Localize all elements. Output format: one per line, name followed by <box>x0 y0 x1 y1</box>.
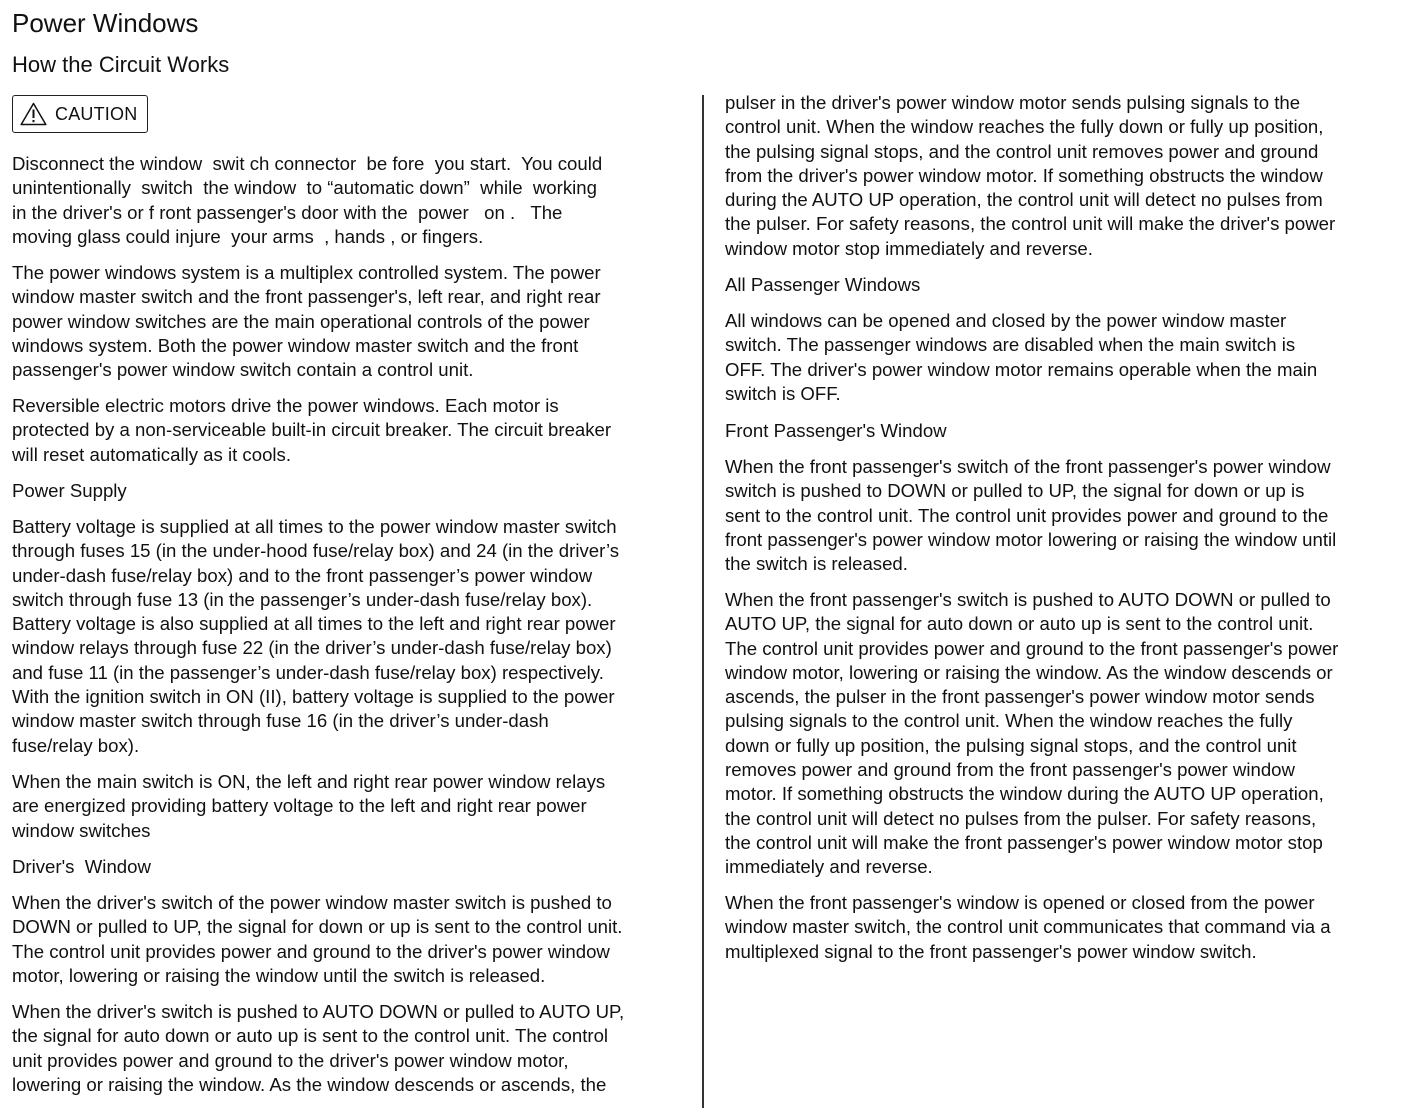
heading-power-supply: Power Supply <box>12 480 127 501</box>
paragraph-reversible-motors: Reversible electric motors drive the power windows. Each motor is protected by a non-serviceable built-in circuit breaker. The circuit breaker will reset automatically as it cools. <box>12 395 612 465</box>
paragraph-multiplex-system: The power windows system is a multiplex controlled system. The power window master switch and the front passenger's, left rear, and right rear power window switches are the main operational controls of the power windows system. Both the power window master switch and the front passenger's power window switch contain a control unit. <box>12 262 601 381</box>
caution-box <box>12 95 148 133</box>
page-subtitle: How the Circuit Works <box>12 52 230 77</box>
paragraph-drivers-switch: When the driver's switch of the power window master switch is pushed to DOWN or pulled to UP, the signal for down or up is sent to the control unit. The control unit provides power and ground to the driver's power window motor, lowering or raising the window until the switch is released. <box>12 892 623 986</box>
paragraph-all-passenger-windows: All windows can be opened and closed by the power window master switch. The passenger windows are disabled when the main switch is OFF. The driver's power window motor remains operable when the main switch is OFF. <box>725 310 1318 404</box>
paragraph-front-passenger-auto: When the front passenger's switch is pushed to AUTO DOWN or pulled to AUTO UP, the signal for auto down or auto up is sent to the control unit. The control unit provides power and ground to the front passenger's power window motor, lowering or raising the window. As the window descends or ascends, the pulser in the front passenger's power window motor sends pulsing signals to the control unit. When the window reaches the fully down or fully up position, the pulsing signal stops, and the control unit removes power and ground from the front passenger's power window motor. If something obstructs the window during the AUTO UP operation, the control unit will detect no pulses from the pulser. For safety reasons, the control unit will make the front passenger's power window motor stop immediately and reverse. <box>725 589 1339 878</box>
paragraph-drivers-auto: When the driver's switch is pushed to AUTO DOWN or pulled to AUTO UP, the signal for auto down or auto up is sent to the control unit. The control unit provides power and ground to the driver's power window motor, lowering or raising the window. As the window descends or ascends, the <box>12 1001 625 1095</box>
heading-all-passenger-windows: All Passenger Windows <box>725 274 921 295</box>
paragraph-power-supply: Battery voltage is supplied at all times to the power window master switch through fuses 15 (in the under-hood fuse/relay box) and 24 (in the driver’s under-dash fuse/relay box) and to the front passenger’s power window switch through fuse 13 (in the passenger’s under-dash fuse/relay box). Battery voltage is also supplied at all times to the left and right rear power window relays through fuse 22 (in the driver’s under-dash fuse/relay box) and fuse 11 (in the passenger’s under-dash fuse/relay box) respectively. With the ignition switch in ON (II), battery voltage is supplied to the power window master switch through fuse 16 (in the driver’s under-dash fuse/relay box). <box>12 516 620 756</box>
page-title: Power Windows <box>12 8 199 38</box>
paragraph-front-passenger-master: When the front passenger's window is opened or closed from the power window master switch, the control unit communicates that command via a multiplexed signal to the front passenger's power window switch. <box>725 892 1331 962</box>
caution-label: CAUTION <box>55 104 138 124</box>
heading-front-passenger-window: Front Passenger's Window <box>725 420 947 441</box>
caution-text: Disconnect the window swit ch connector be fore you start. You could unintentionally switch the window to “automatic down” while working in the driver's or f ront passenger's door with the power on . The moving glass could injure your arms , hands , or fingers. <box>12 153 603 247</box>
paragraph-front-passenger-switch: When the front passenger's switch of the front passenger's power window switch is pushed to DOWN or pulled to UP, the signal for down or up is sent to the control unit. The control unit provides power and ground to the front passenger's power window motor lowering or raising the window until the switch is released. <box>725 456 1337 575</box>
heading-drivers-window: Driver's Window <box>12 856 151 877</box>
paragraph-main-switch: When the main switch is ON, the left and right rear power window relays are energized providing battery voltage to the left and right rear power window switches <box>12 771 606 841</box>
paragraph-drivers-auto-continued: pulser in the driver's power window motor sends pulsing signals to the control unit. When the window reaches the fully down or fully up position, the pulsing signal stops, and the control unit removes power and ground from the driver's power window motor. If something obstructs the window during the AUTO UP operation, the control unit will detect no pulses from the pulser. For safety reasons, the control unit will make the driver's power window motor stop immediately and reverse. <box>725 92 1336 259</box>
warning-triangle-icon <box>20 102 47 126</box>
column-divider <box>702 95 704 1108</box>
